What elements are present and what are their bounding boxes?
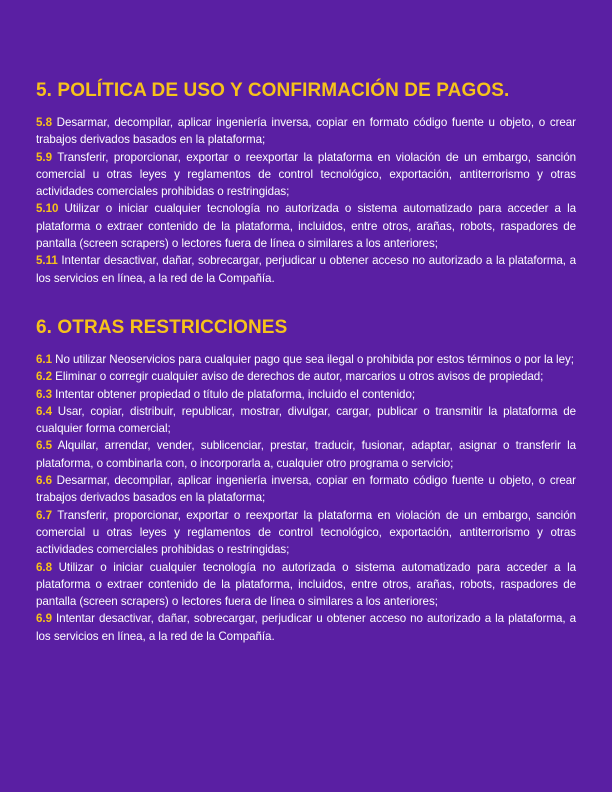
clause-text: Utilizar o iniciar cualquier tecnología no autorizada o sistema automatizado para acceder a la plataforma o extraer contenido de la plataforma, incluidos, entre otros, arañas, robots, raspadores de pantalla (screen scrapers) o lectores fuera de línea o similares a los anteriores; <box>36 202 577 251</box>
section-heading: 6. OTRAS RESTRICCIONES <box>36 317 288 338</box>
clause-number: 6.1 <box>36 353 52 366</box>
clause-number: 6.9 <box>36 612 52 626</box>
clause-6-7 <box>36 507 576 559</box>
clause-number: 6.3 <box>36 387 52 401</box>
clause-text: Utilizar o iniciar cualquier tecnología no autorizada o sistema automatizado para acceder a la plataforma o extraer contenido de la plataforma, incluidos, entre otros, arañas, robots, raspadores de pantalla (screen scrapers) o lectores fuera de línea o similares a los anteriores; <box>36 560 577 609</box>
clause-text: Desarmar, decompilar, aplicar ingeniería inversa, copiar en formato código fuente u objeto, o crear trabajos derivados basados en la plataforma; <box>36 116 576 147</box>
clause-6-6 <box>36 472 576 507</box>
clause-6-9 <box>36 610 576 645</box>
clause-text: Intentar desactivar, dañar, sobrecargar, perjudicar u obtener acceso no autorizado a la plataforma, a los servicios en línea, a la red de la Compañía. <box>36 254 577 285</box>
section-heading: 5. POLÍTICA DE USO Y CONFIRMACIÓN DE PAGOS. <box>36 80 510 101</box>
clause-5-9 <box>36 149 576 201</box>
clause-6-3 <box>36 386 576 403</box>
clause-text: Alquilar, arrendar, vender, sublicenciar, prestar, traducir, fusionar, adaptar, asignar o transferir la plataforma, o combinarla con, o incorporarla a, cualquier otro programa o servicio; <box>36 439 576 470</box>
clause-text: Usar, copiar, distribuir, republicar, mostrar, divulgar, cargar, publicar o transmitir la plataforma de cualquier forma comercial; <box>36 404 577 436</box>
clause-number: 5.10 <box>36 202 59 216</box>
clause-5-11 <box>36 252 576 287</box>
clause-number: 5.9 <box>36 150 52 164</box>
clause-text: Intentar obtener propiedad o título de plataforma, incluido el contenido; <box>55 387 416 401</box>
clause-text: Eliminar o corregir cualquier aviso de derechos de autor, marcarios u otros avisos de propiedad; <box>55 370 544 384</box>
clause-text: Transferir, proporcionar, exportar o reexportar la plataforma en violación de un embargo, sanción comercial u otras leyes y reglamentos de control tecnológico, exportación, antiterrorismo y otras actividades comerciales prohibidas o restringidas; <box>36 508 576 557</box>
section-otras-restricciones <box>36 317 576 645</box>
clause-6-4 <box>36 403 576 438</box>
clause-number: 6.8 <box>36 560 52 574</box>
section-politica-de-uso <box>36 80 576 287</box>
clause-text: No utilizar Neoservicios para cualquier pago que sea ilegal o prohibida por estos términos o por la ley; <box>55 353 574 366</box>
clause-6-8 <box>36 559 576 611</box>
clause-6-2 <box>36 368 576 385</box>
clause-5-10 <box>36 200 576 252</box>
clause-number: 6.6 <box>36 474 52 488</box>
clause-number: 5.11 <box>36 254 58 268</box>
clause-number: 6.5 <box>36 439 52 453</box>
clause-number: 6.4 <box>36 404 52 418</box>
clause-5-8 <box>36 114 576 149</box>
clause-number: 5.8 <box>36 116 52 129</box>
clause-6-5 <box>36 437 576 472</box>
clause-text: Desarmar, decompilar, aplicar ingeniería inversa, copiar en formato código fuente u objeto, o crear trabajos derivados basados en la plataforma; <box>36 474 576 505</box>
clause-text: Transferir, proporcionar, exportar o reexportar la plataforma en violación de un embargo, sanción comercial u otras leyes y reglamentos de control tecnológico, exportación, antiterrorismo y otras actividades comerciales prohibidas o restringidas; <box>36 150 576 199</box>
clause-number: 6.7 <box>36 508 52 522</box>
clause-text: Intentar desactivar, dañar, sobrecargar, perjudicar u obtener acceso no autorizado a la plataforma, a los servicios en línea, a la red de la Compañía. <box>36 612 576 643</box>
clause-number: 6.2 <box>36 370 52 384</box>
clause-6-1 <box>36 351 576 368</box>
